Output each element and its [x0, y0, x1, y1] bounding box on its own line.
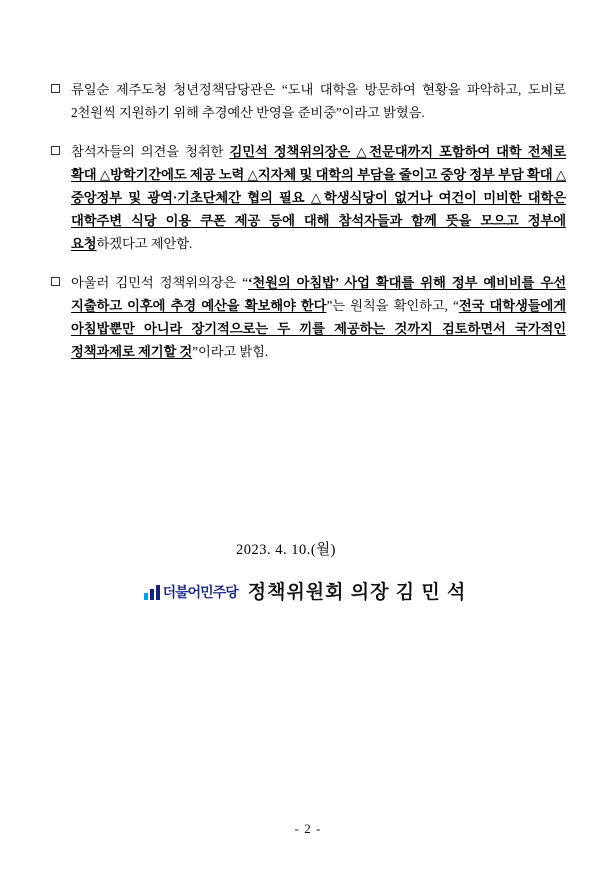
paragraph-3-segment-3: ”는 원칙을 확인하고, “	[326, 298, 459, 313]
party-logo-text: 더불어민주당	[162, 583, 238, 600]
paragraph-1-segment-1: 류일순 제주도청 청년정책담당관은 “도내 대학을 방문하여 현황을 파악하고, 도비로 2천원씩 지원하기 위해 추경예산 반영을 준비중”이라고 밝혔음.	[71, 82, 566, 120]
paragraph-2-segment-1: 참석자들의 의견을 청취한	[71, 144, 230, 159]
paragraph-3	[50, 271, 566, 363]
paragraph-3-text	[71, 271, 566, 363]
party-logo-bars-icon	[144, 584, 160, 600]
paragraph-3-segment-1: 아울러 김민석 정책위의장은 “	[71, 275, 249, 290]
paragraph-3-segment-4-emphasis: 전국 대학생들에게 아침밥뿐만 아니라 장기적으로는 두 끼를 제공하는 것까지 검토하면서 국가적인 정책과제로 제기할 것	[71, 298, 567, 359]
page-number: - 2 -	[294, 821, 322, 836]
paragraph-2-segment-3: 하겠다고 제안함.	[96, 236, 193, 251]
paragraph-2-text	[71, 140, 566, 255]
square-bullet-icon	[50, 140, 71, 162]
signer-line: 정책위원회 의장 김 민 석	[247, 582, 467, 603]
paragraph-2	[50, 140, 566, 255]
signature-block	[50, 577, 566, 604]
party-logo	[144, 582, 238, 602]
square-bullet-icon	[50, 271, 71, 293]
paragraph-1-text	[71, 78, 566, 124]
date-line: 2023. 4. 10.(월)	[235, 542, 337, 558]
paragraph-2-segment-2-emphasis: 김민석 정책위의장은 △전문대까지 포함하여 대학 전체로 확대 △방학기간에도 제공 노력 △지자체 및 대학의 부담을 줄이고 중앙 정부 부담 확대 △중앙정부 및 광역·기초단체간 협의 필요 △학생식당이 없거나 여건이 미비한 대학은 대학주변 식당 이용 쿠폰 제공 등에 대해 참석자들과 함께 뜻을 모으고 정부에 요청	[71, 144, 566, 251]
paragraph-1	[50, 78, 566, 124]
square-bullet-icon	[50, 78, 71, 100]
paragraph-3-segment-2-emphasis: ‘천원의 아침밥’ 사업 확대를 위해 정부 예비비를 우선 지출하고 이후에 추경 예산을 확보해야 한다	[71, 275, 566, 313]
paragraph-3-segment-5: ”이라고 밝힘.	[192, 344, 269, 359]
